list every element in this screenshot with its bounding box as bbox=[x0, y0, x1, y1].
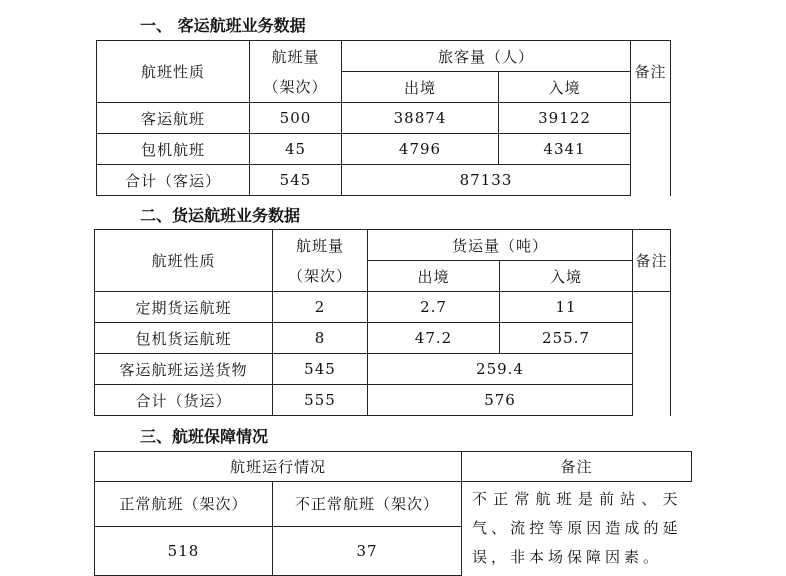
section2-heading: 二、货运航班业务数据 bbox=[140, 206, 301, 225]
normal-flights-value: 518 bbox=[95, 526, 273, 575]
row-type: 包机航班 bbox=[97, 134, 250, 165]
row-outbound: 2.7 bbox=[368, 292, 500, 323]
row-flights: 8 bbox=[273, 323, 368, 354]
header-inbound: 入境 bbox=[499, 72, 631, 103]
cargo-flight-table bbox=[94, 229, 671, 416]
remark-text: 不正常航班是前站、天气、流控等原因造成的延误，非本场保障因素。 bbox=[462, 482, 692, 576]
row-flights: 2 bbox=[273, 292, 368, 323]
table-row bbox=[97, 134, 671, 165]
row-type: 定期货运航班 bbox=[95, 292, 273, 323]
total-row bbox=[95, 385, 671, 416]
header-outbound: 出境 bbox=[368, 261, 500, 292]
remark-cell bbox=[631, 103, 671, 196]
header-remark: 备注 bbox=[462, 452, 692, 482]
header-remark: 备注 bbox=[633, 230, 671, 292]
header-flight-count-line2: （架次） bbox=[287, 266, 352, 285]
row-inbound: 11 bbox=[500, 292, 633, 323]
row-outbound: 38874 bbox=[342, 103, 499, 134]
row-outbound: 47.2 bbox=[368, 323, 500, 354]
section1-heading: 一、 客运航班业务数据 bbox=[140, 16, 306, 35]
row-flights: 545 bbox=[273, 354, 368, 385]
row-inbound: 4341 bbox=[499, 134, 631, 165]
total-flights: 555 bbox=[273, 385, 368, 416]
header-remark: 备注 bbox=[631, 41, 671, 103]
header-inbound: 入境 bbox=[500, 261, 633, 292]
header-flight-count-line1: 航班量 bbox=[295, 236, 344, 255]
header-abnormal-flights: 不正常航班（架次） bbox=[273, 482, 462, 527]
row-cargo: 259.4 bbox=[368, 354, 633, 385]
header-flight-count-line2: （架次） bbox=[263, 77, 328, 96]
table-row bbox=[95, 323, 671, 354]
row-type: 客运航班 bbox=[97, 103, 250, 134]
total-passengers: 87133 bbox=[342, 165, 631, 196]
header-flight-type: 航班性质 bbox=[95, 230, 273, 292]
total-row bbox=[97, 165, 671, 196]
header-flight-count bbox=[250, 41, 342, 103]
header-flight-type: 航班性质 bbox=[97, 41, 250, 103]
remark-cell bbox=[633, 292, 671, 416]
total-flights: 545 bbox=[250, 165, 342, 196]
header-normal-flights: 正常航班（架次） bbox=[95, 482, 273, 527]
header-operation: 航班运行情况 bbox=[95, 452, 462, 482]
passenger-flight-table bbox=[96, 40, 671, 196]
row-outbound: 4796 bbox=[342, 134, 499, 165]
header-passengers: 旅客量（人） bbox=[342, 41, 631, 72]
row-inbound: 255.7 bbox=[500, 323, 633, 354]
table-row bbox=[95, 292, 671, 323]
row-flights: 500 bbox=[250, 103, 342, 134]
section3-heading: 三、航班保障情况 bbox=[140, 427, 269, 446]
header-flight-count-line1: 航班量 bbox=[271, 47, 320, 66]
flight-operation-table bbox=[94, 451, 692, 576]
total-cargo: 576 bbox=[368, 385, 633, 416]
abnormal-flights-value: 37 bbox=[273, 526, 462, 575]
header-outbound: 出境 bbox=[342, 72, 499, 103]
row-flights: 45 bbox=[250, 134, 342, 165]
row-type: 客运航班运送货物 bbox=[95, 354, 273, 385]
total-type: 合计（客运） bbox=[97, 165, 250, 196]
header-cargo: 货运量（吨） bbox=[368, 230, 633, 261]
table-row bbox=[97, 103, 671, 134]
header-flight-count bbox=[273, 230, 368, 292]
total-type: 合计（货运） bbox=[95, 385, 273, 416]
table-row bbox=[95, 354, 671, 385]
row-type: 包机货运航班 bbox=[95, 323, 273, 354]
row-inbound: 39122 bbox=[499, 103, 631, 134]
